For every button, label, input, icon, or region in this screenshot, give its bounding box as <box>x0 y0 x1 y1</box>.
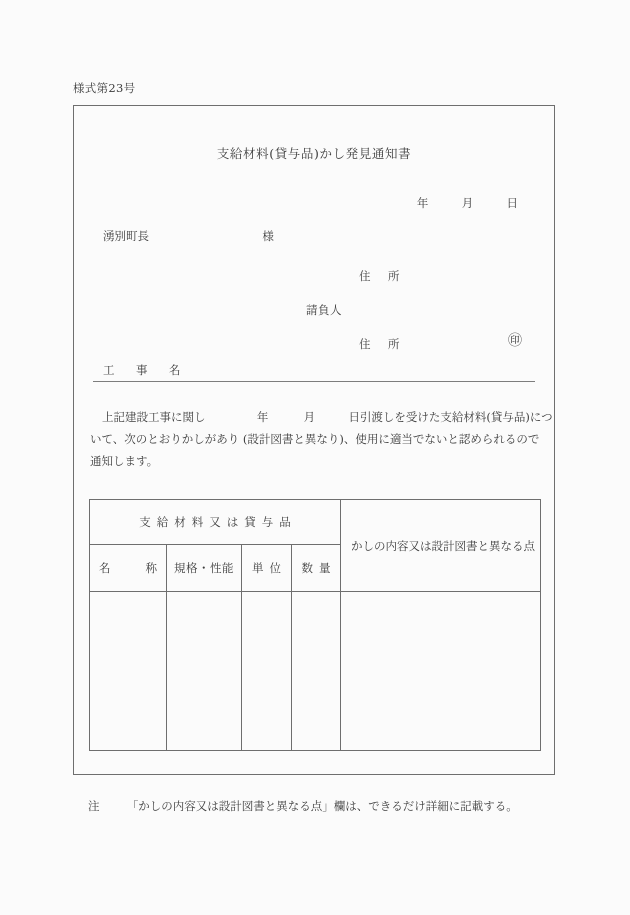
contractor-party-label: 請負人 <box>306 303 342 317</box>
table-body <box>90 592 541 751</box>
project-name-label: 工 事 名 <box>103 363 186 377</box>
contractor-lines <box>74 268 554 351</box>
contractor-address-label-2: 住 所 <box>359 337 403 351</box>
document-title: 支給材料(貸与品)かし発見通知書 <box>216 146 412 161</box>
date-year-label: 年 <box>416 196 429 210</box>
table-header-name-left: 名 <box>99 561 111 575</box>
cell-name[interactable] <box>90 592 167 751</box>
cell-unit[interactable] <box>242 592 292 751</box>
table-head <box>90 500 541 592</box>
addressee-honorific: 様 <box>262 229 274 243</box>
date-line <box>417 195 518 211</box>
cell-description[interactable] <box>341 592 541 751</box>
body-paragraph <box>90 406 553 472</box>
form-number: 様式第23号 <box>73 81 136 95</box>
seal-stamp-icon: ㊞ <box>508 333 522 349</box>
table-header-name <box>90 545 167 592</box>
materials-table-wrapper <box>89 499 540 751</box>
contractor-address-label-1: 住 所 <box>359 269 403 283</box>
body-line-3: 通知します。 <box>90 454 159 468</box>
date-day-label: 日 <box>506 196 518 210</box>
project-name-rule <box>93 381 535 382</box>
cell-quantity[interactable] <box>292 592 341 751</box>
table-header-quantity: 数量 <box>292 545 341 592</box>
body-line1-year: 年 <box>256 410 269 424</box>
footer-note-text: 「かしの内容又は設計図書と異なる点」欄は、できるだけ詳細に記載する。 <box>126 799 518 813</box>
table-header-description: かしの内容又は設計図書と異なる点 <box>341 500 541 592</box>
body-line-2: いて、次のとおりかしがあり (設計図書と異なり)、使用に適当でないと認められるので <box>90 432 540 446</box>
table-header-spec: 規格・性能 <box>167 545 242 592</box>
body-line-1 <box>90 406 553 428</box>
addressee-row <box>103 228 274 244</box>
table-header-name-right: 称 <box>145 561 157 575</box>
body-line1-suffix: 日引渡しを受けた支給材料(貸与品)につ <box>348 410 553 424</box>
contractor-block <box>74 268 554 351</box>
materials-table <box>89 499 541 751</box>
date-month-label: 月 <box>461 196 474 210</box>
table-header-unit: 単位 <box>242 545 292 592</box>
footer-note <box>88 798 518 814</box>
cell-spec[interactable] <box>167 592 242 751</box>
table-row <box>90 592 541 751</box>
table-header-group: 支給材料又は貸与品 <box>90 500 341 545</box>
document-sheet <box>73 105 555 775</box>
body-line1-month: 月 <box>303 410 316 424</box>
footer-note-mark: 注 <box>88 799 100 813</box>
addressee-recipient: 湧別町長 <box>103 229 149 243</box>
table-header-row-group <box>90 500 541 545</box>
body-line1-prefix: 上記建設工事に関し <box>102 410 206 424</box>
